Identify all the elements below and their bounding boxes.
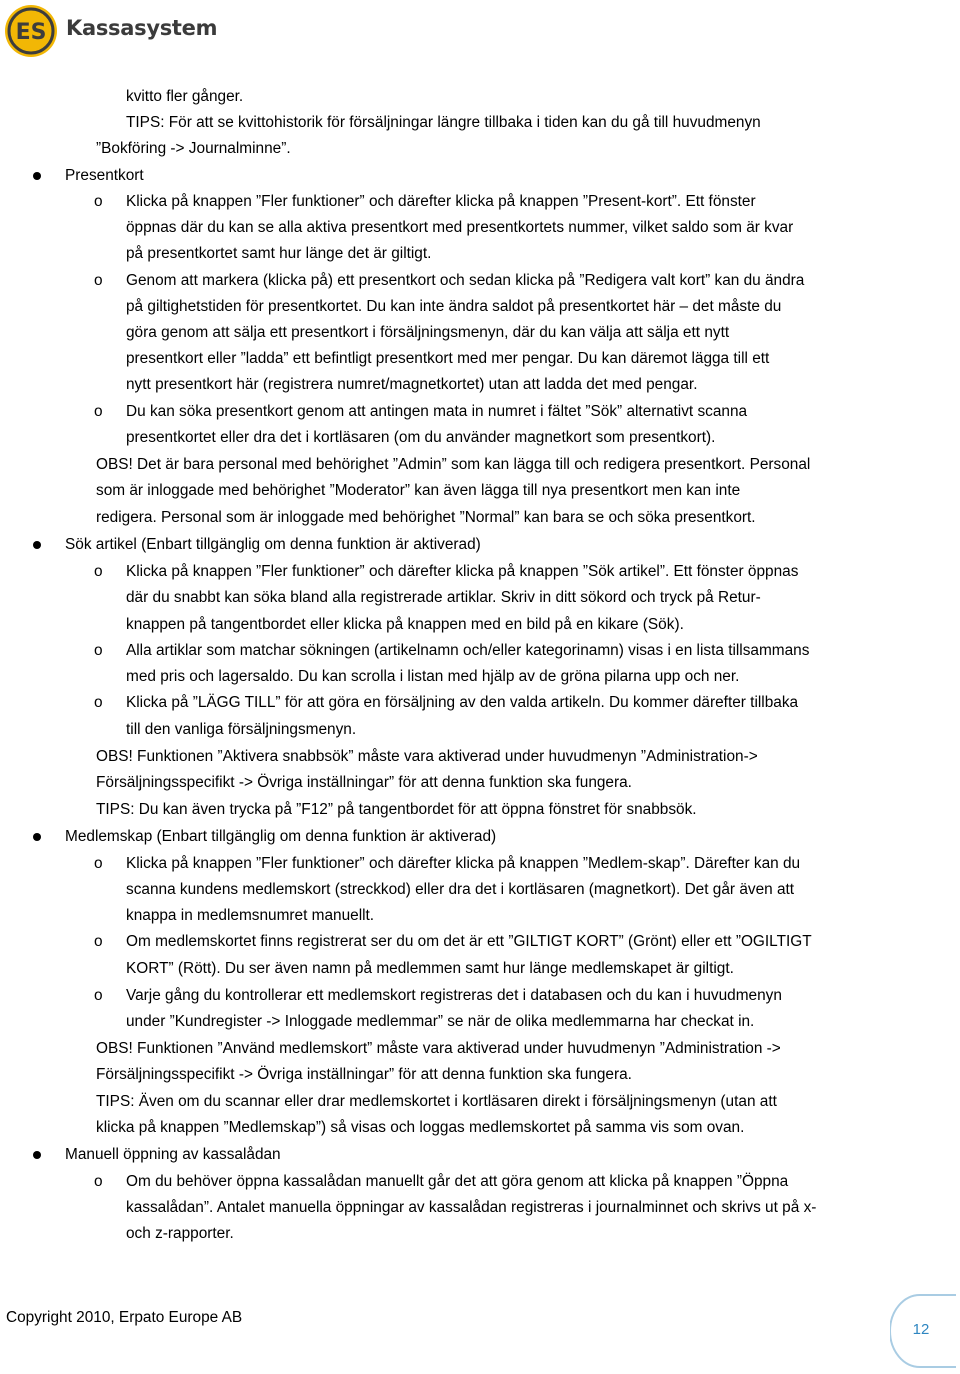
text-line: knappa in medlemsnumret manuellt. bbox=[126, 907, 375, 924]
text-line: som är inloggade med behörighet ”Moderator” kan även lägga till nya presentkort men kan inte bbox=[96, 482, 741, 499]
sub-bullet-icon: o bbox=[94, 193, 103, 210]
text-line: på presentkortet samt hur länge det är giltigt. bbox=[126, 245, 432, 262]
sub-bullet-icon: o bbox=[94, 987, 103, 1004]
text-line: öppnas där du kan se alla aktiva presentkort med presentkortets nummer, vilket saldo som är kvar bbox=[126, 219, 794, 236]
bullet-icon bbox=[33, 833, 41, 841]
text-line: TIPS: Även om du scannar eller drar medlemskortet i kortläsaren direkt i försäljningsmenyn (utan att bbox=[96, 1093, 777, 1110]
text-line: klicka på knappen ”Medlemskap”) så visas och loggas medlemskortet på samma vis som ovan. bbox=[96, 1119, 745, 1136]
page-number: 12 bbox=[912, 1321, 930, 1338]
sub-bullet-icon: o bbox=[94, 563, 103, 580]
text-line: OBS! Funktionen ”Använd medlemskort” måste vara aktiverad under huvudmenyn ”Administration -> bbox=[96, 1040, 781, 1057]
text-line: Klicka på ”LÄGG TILL” för att göra en försäljning av den valda artikeln. Du kommer därefter tillbaka bbox=[126, 694, 799, 711]
text-line: OBS! Det är bara personal med behörighet ”Admin” som kan lägga till och redigera presentkort. Personal bbox=[96, 456, 811, 473]
text-line: Manuell öppning av kassalådan bbox=[65, 1146, 281, 1163]
sub-bullet-icon: o bbox=[94, 272, 103, 289]
svg-text:ES: ES bbox=[15, 20, 47, 45]
sub-bullet-icon: o bbox=[94, 855, 103, 872]
text-line: till den vanliga försäljningsmenyn. bbox=[126, 721, 357, 738]
text-line: Presentkort bbox=[65, 167, 144, 184]
text-line: redigera. Personal som är inloggade med behörighet ”Normal” kan bara se och söka presentkort. bbox=[96, 509, 756, 526]
sub-bullet-icon: o bbox=[94, 403, 103, 420]
text-line: där du snabbt kan söka bland alla registrerade artiklar. Skriv in ditt sökord och tryck på Retur- bbox=[126, 589, 761, 606]
text-line: Du kan söka presentkort genom att antingen mata in numret i fältet ”Sök” alternativt scanna bbox=[126, 403, 748, 420]
bullet-icon bbox=[33, 172, 41, 180]
bullet-icon bbox=[33, 1151, 41, 1159]
text-line: Sök artikel (Enbart tillgänglig om denna funktion är aktiverad) bbox=[65, 536, 481, 553]
text-line: under ”Kundregister -> Inloggade medlemmar” se när de olika medlemmarna har checkat in. bbox=[126, 1013, 755, 1030]
text-line: Varje gång du kontrollerar ett medlemskort registreras det i databasen och du kan i huvudmenyn bbox=[126, 987, 782, 1004]
bullet-icon bbox=[33, 541, 41, 549]
text-line: på giltighetstiden för presentkortet. Du kan inte ändra saldot på presentkortet här – det måste du bbox=[126, 298, 782, 315]
text-line: Medlemskap (Enbart tillgänglig om denna funktion är aktiverad) bbox=[65, 828, 497, 845]
text-line: med pris och lagersaldo. Du kan scrolla i listan med hjälp av de gröna pilarna upp och ner. bbox=[126, 668, 740, 685]
text-line: presentkort eller ”ladda” ett befintligt presentkort med mer pengar. Du kan däremot lägga till ett bbox=[126, 350, 770, 367]
text-line: KORT” (Rött). Du ser även namn på medlemmen samt hur länge medlemskapet är giltigt. bbox=[126, 960, 734, 977]
text-line: ”Bokföring -> Journalminne”. bbox=[96, 140, 291, 157]
sub-bullet-icon: o bbox=[94, 933, 103, 950]
text-line: kvitto fler gånger. bbox=[126, 88, 244, 105]
copyright-text: Copyright 2010, Erpato Europe AB bbox=[6, 1309, 243, 1326]
text-line: Klicka på knappen ”Fler funktioner” och därefter klicka på knappen ”Sök artikel”. Ett fönster öppnas bbox=[126, 563, 799, 580]
text-line: och z-rapporter. bbox=[126, 1225, 234, 1242]
text-line: Försäljningsspecifikt -> Övriga inställningar” för att denna funktion ska fungera. bbox=[96, 774, 632, 791]
brand-name: Kassasystem bbox=[66, 16, 218, 40]
text-line: Klicka på knappen ”Fler funktioner” och därefter klicka på knappen ”Medlem-skap”. Därefter kan du bbox=[126, 855, 801, 872]
text-line: Försäljningsspecifikt -> Övriga inställningar” för att denna funktion ska fungera. bbox=[96, 1066, 632, 1083]
text-line: nytt presentkort här (registrera numret/magnetkortet) utan att ladda det med pengar. bbox=[126, 376, 698, 393]
text-line: TIPS: Du kan även trycka på ”F12” på tangentbordet för att öppna fönstret för snabbsök. bbox=[96, 801, 697, 818]
text-line: Genom att markera (klicka på) ett presentkort och sedan klicka på ”Redigera valt kort” kan du ändra bbox=[126, 272, 805, 289]
text-line: scanna kundens medlemskort (streckkod) eller dra det i kortläsaren (magnetkort). Det går även att bbox=[126, 881, 795, 898]
text-line: TIPS: För att se kvittohistorik för försäljningar längre tillbaka i tiden kan du gå till huvudmenyn bbox=[126, 114, 761, 131]
page-header bbox=[0, 0, 400, 60]
text-line: kassalådan”. Antalet manuella öppningar av kassalådan registreras i journalminnet och skrivs ut på x- bbox=[126, 1199, 817, 1216]
sub-bullet-icon: o bbox=[94, 1173, 103, 1190]
text-line: knappen på tangentbordet eller klicka på knappen med en bild på en kikare (Sök). bbox=[126, 616, 684, 633]
text-line: göra genom att sälja ett presentkort i försäljningsmenyn, där du kan välja att sälja ett nytt bbox=[126, 324, 730, 341]
text-line: Klicka på knappen ”Fler funktioner” och därefter klicka på knappen ”Present-kort”. Ett fönster bbox=[126, 193, 756, 210]
sub-bullet-icon: o bbox=[94, 642, 103, 659]
text-line: Om du behöver öppna kassalådan manuellt går det att göra genom att klicka på knappen ”Öppna bbox=[126, 1173, 789, 1190]
text-line: Alla artiklar som matchar sökningen (artikelnamn och/eller kategorinamn) visas i en lista tillsammans bbox=[126, 642, 810, 659]
es-logo-icon bbox=[4, 4, 58, 58]
text-line: Om medlemskortet finns registrerat ser du om det är ett ”GILTIGT KORT” (Grönt) eller ett ”OGILTIGT bbox=[126, 933, 812, 950]
sub-bullet-icon: o bbox=[94, 694, 103, 711]
text-line: OBS! Funktionen ”Aktivera snabbsök” måste vara aktiverad under huvudmenyn ”Administration-> bbox=[96, 748, 758, 765]
text-line: presentkortet eller dra det i kortläsaren (om du använder magnetkort som presentkort). bbox=[126, 429, 716, 446]
